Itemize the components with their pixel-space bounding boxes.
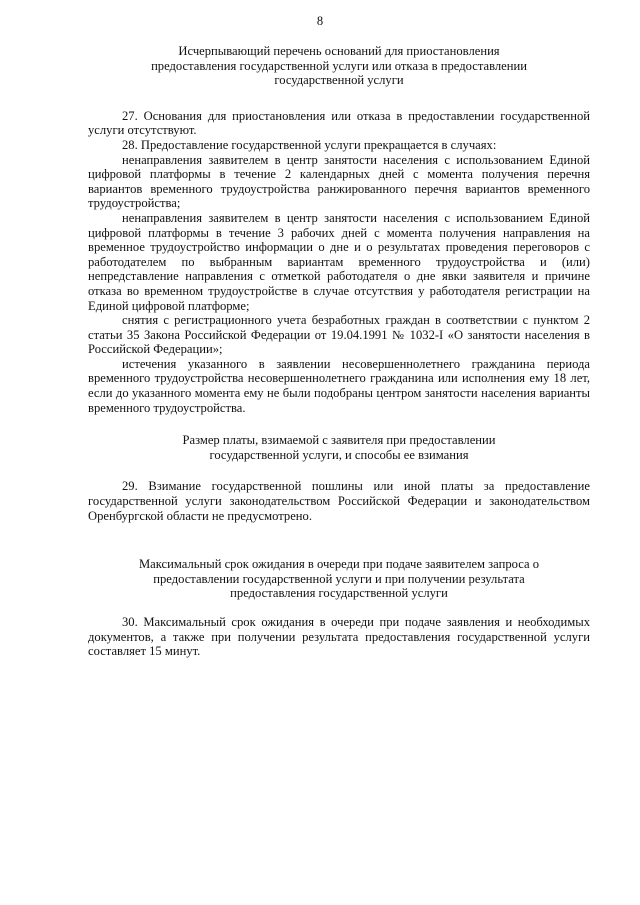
section-heading-queue-time [88,557,590,601]
heading-line: предоставления государственной услуги [230,586,448,601]
list-item-termination-2: ненаправления заявителем в центр занятости населения с использованием Единой цифровой платформы в течение 3 рабочих дней с момента получения направления на временное трудоустройство информации о дне и о результатах проведения переговоров с работодателем по выбранным вариантам временного трудоустройства и (или) непредставление направления с отметкой работодателя о дне явки заявителя и причине отказа во временном трудоустройстве в случае отсутствия у работодателя регистрации на Единой цифровой платформе; [88,210,590,313]
list-item-termination-3: снятия с регистрационного учета безработных граждан в соответствии с пунктом 2 статьи 35 Закона Российской Федерации от 19.04.1991 № 1032-I «О занятости населения в Российской Федерации»; [88,313,590,357]
section-heading-grounds [88,44,590,88]
section-heading-fee [88,433,590,462]
list-item-termination-4: истечения указанного в заявлении несовершеннолетнего гражданина периода временного трудоустройства несовершеннолетнего гражданина или исполнения ему 18 лет, если до указанного момента ему не были подобраны центром занятости населения варианты временного трудоустройства. [88,356,590,415]
heading-line: предоставления государственной услуги или отказа в предоставлении [151,58,527,73]
paragraph-29: 29. Взимание государственной пошлины или иной платы за предоставление государственной услуги законодательством Российской Федерации и законодательством Оренбургской области не предусмотрено. [88,479,590,523]
heading-line: Максимальный срок ожидания в очереди при подаче заявителем запроса о [138,557,540,572]
list-item-termination-1: ненаправления заявителем в центр занятости населения с использованием Единой цифровой платформы в течение 2 календарных дней с момента получения перечня вариантов временного трудоустройства ранжированного перечня вариантов временного трудоустройства; [88,152,590,211]
heading-line: Размер платы, взимаемой с заявителя при предоставлении [182,433,496,448]
paragraph-27: 27. Основания для приостановления или отказа в предоставлении государственной услуги отсутствуют. [88,108,590,138]
paragraph-30: 30. Максимальный срок ожидания в очереди при подаче заявления и необходимых документов, а также при получении результата предоставления государственной услуги составляет 15 минут. [88,615,590,659]
heading-line: Исчерпывающий перечень оснований для приостановления [178,44,500,58]
heading-line: государственной услуги, и способы ее взимания [209,447,469,462]
document-body [88,44,590,659]
heading-line: предоставлении государственной услуги и при получении результата [153,571,525,586]
heading-line: государственной услуги [274,73,404,88]
paragraph-28: 28. Предоставление государственной услуги прекращается в случаях: [122,137,497,152]
page-number: 8 [316,14,324,28]
